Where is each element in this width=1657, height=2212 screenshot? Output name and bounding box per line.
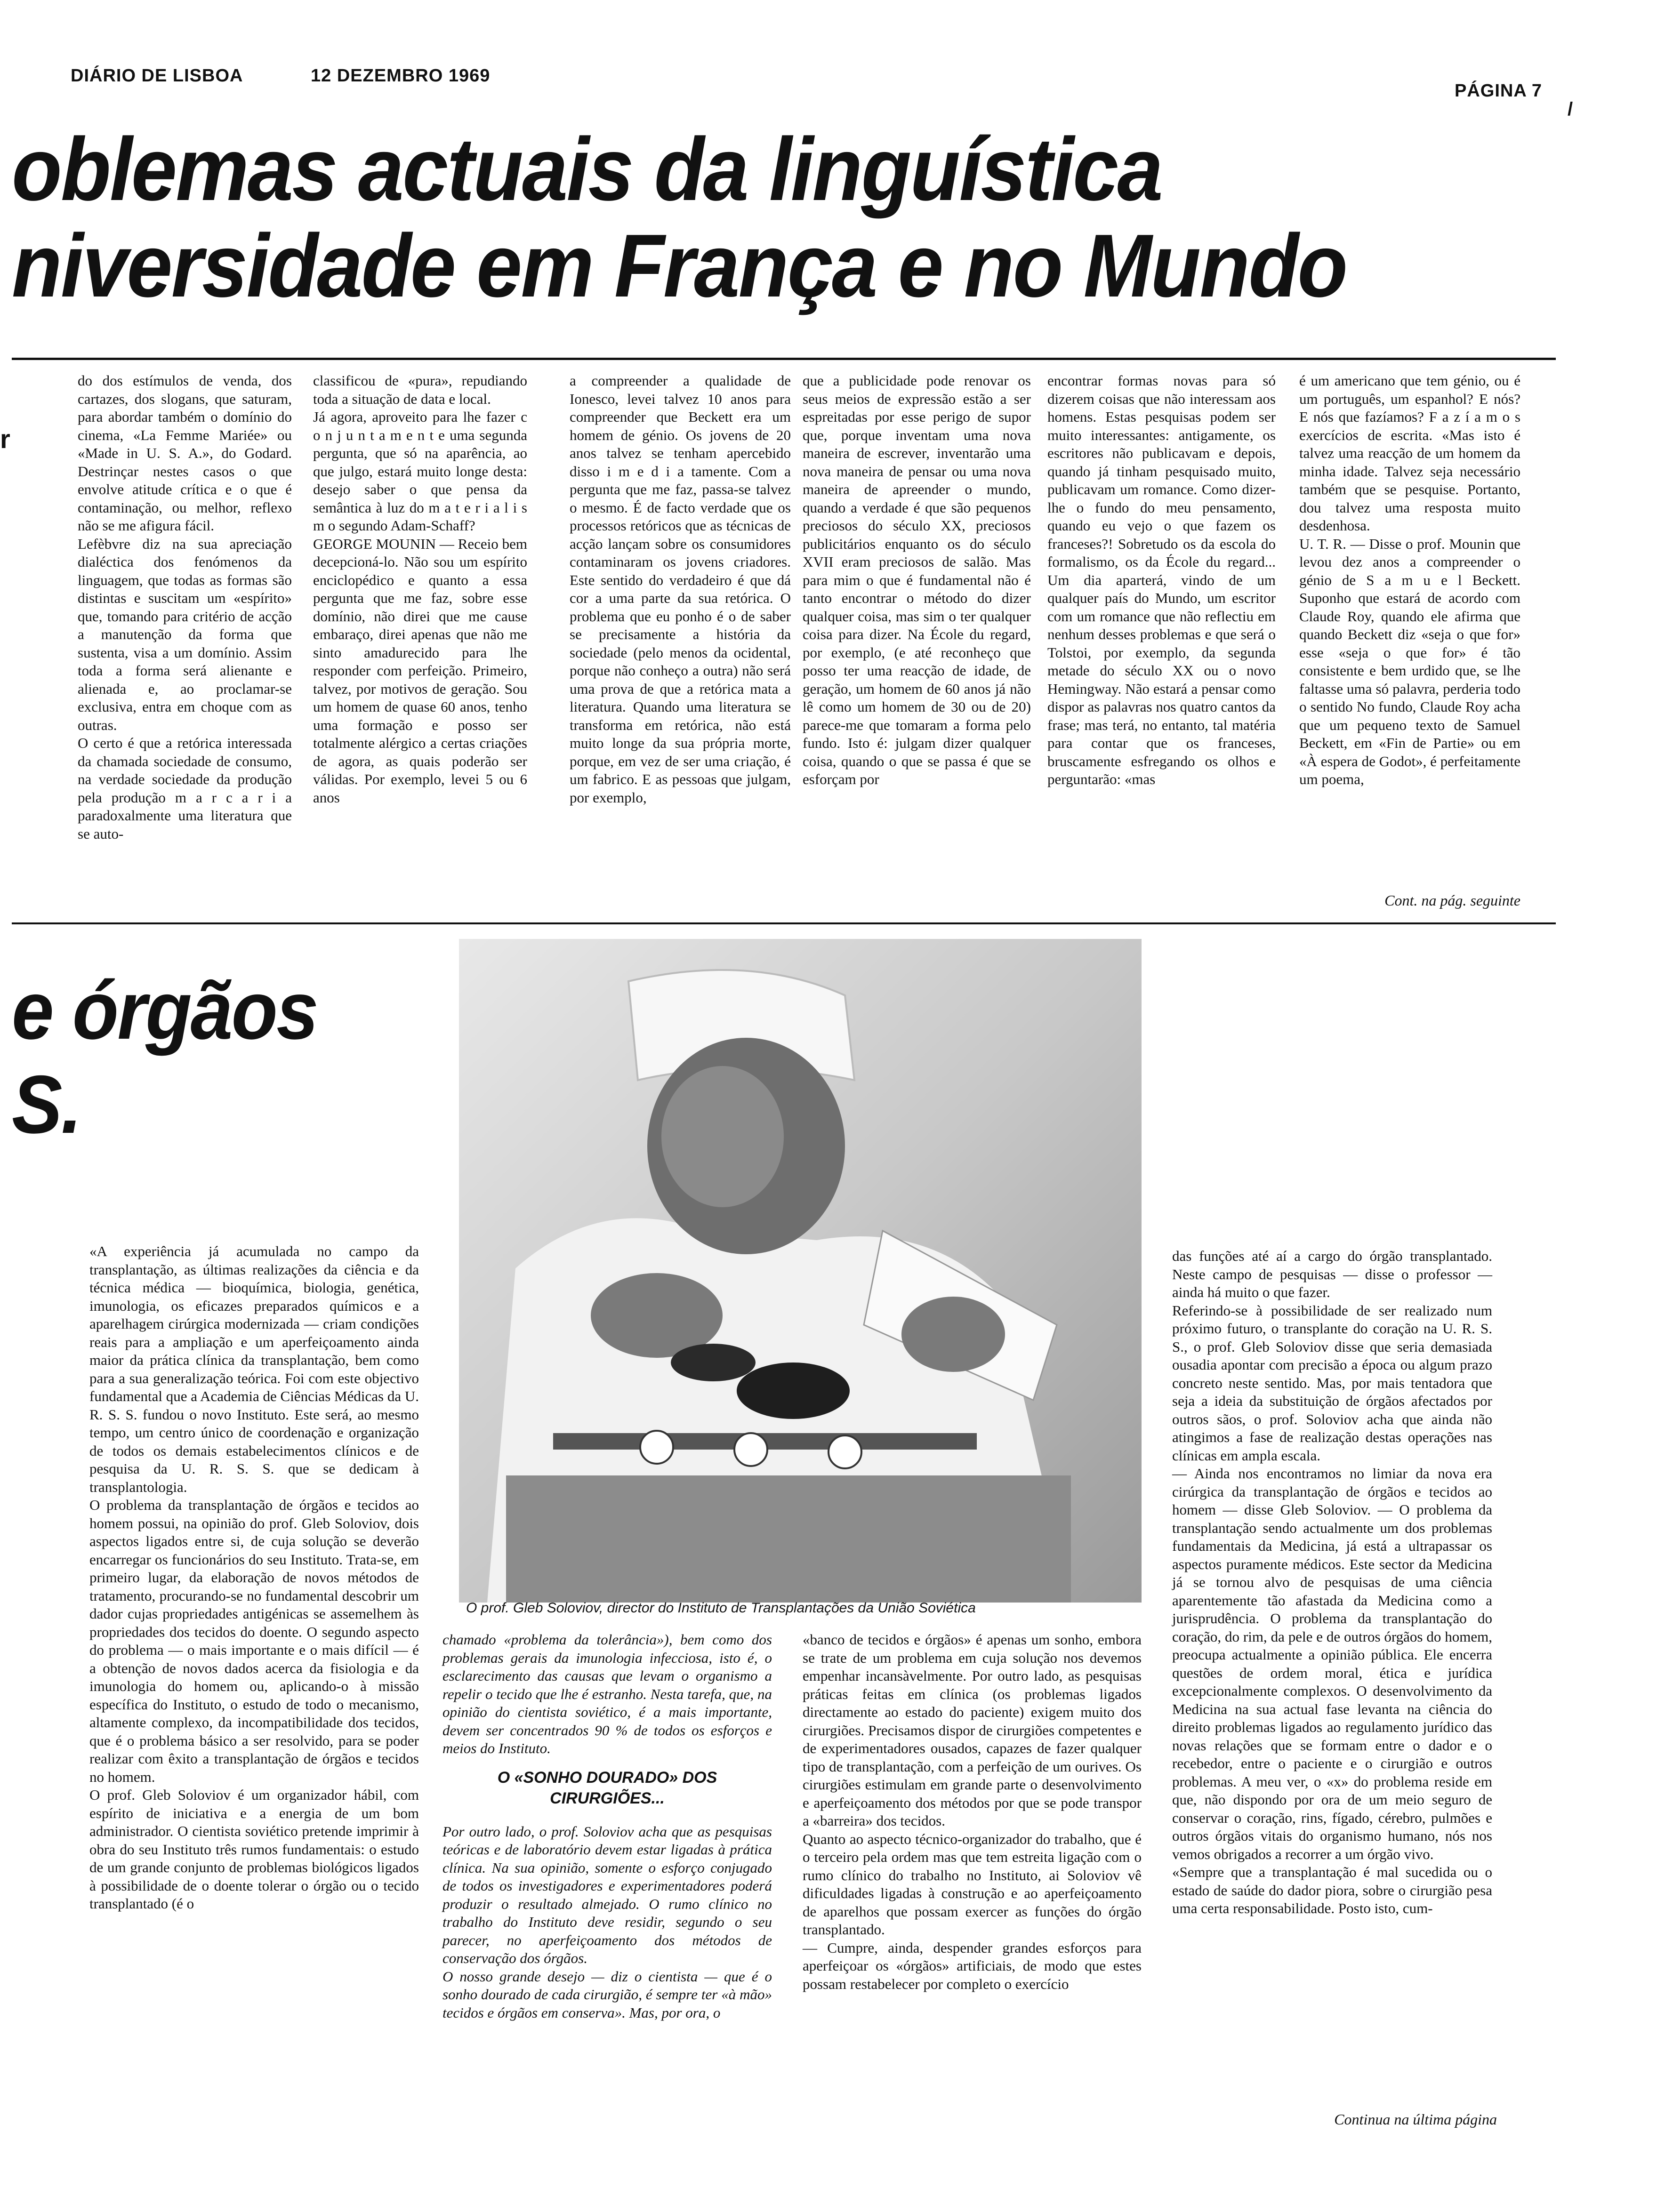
article1-column-5: encontrar formas novas para só dizerem coisas que não interessam aos homens. Estas pesquisas podem ser muito interessantes: antigamente, os escritores não publicavam e depois, quando já tinham pesquisado muito, publicavam um romance. Como dizer-lhe o fundo do meu pensamento, quando eu vejo o que fazem os franceses?! Sobretudo os da escola do formalismo, os da École du regard... Um dia aparterá, vindo de um qualquer país do Mundo, um escritor com um romance que não reflectiu em nenhum desses problemas e que será o Tolstoi, por exemplo, da segunda metade do século XX ou o novo Hemingway. Não estará a pensar como dispor as palavras nos quatro cantos da frase; mas terá, no entanto, tal matéria para contar que os franceses, bruscamente esfregando os olhos e perguntarão: «mas bbox=[1047, 372, 1276, 787]
article1-column-4: que a publicidade pode renovar os seus meios de expressão estão a ser espreitadas por esse perigo de supor que, porque inventam uma nova maneira de escrever, inventarão uma nova maneira de pensar ou uma nova maneira de apreender o mundo, quando a verdade é que são pequenos preciosos do século XX, preciosos publicitários enquanto os do século XVII eram preciosos de salão. Mas para mim o que é fundamental não é tanto encontrar o método do dizer qualquer coisa, mas sim o ter qualquer coisa para dizer. Na École du regard, por exemplo, (e até reconheço que posso ter uma reacção de idade, de geração, um homem de 60 anos já não lê como um homem de 30 ou de 20) parece-me que tomaram a forma pelo fundo. Isto é: julgam dizer qualquer coisa, quando o que se passa é que se esforçam por bbox=[803, 372, 1031, 787]
portrait-photo bbox=[459, 939, 1142, 1603]
photo-caption: O prof. Gleb Soloviov, director do Instituto de Transplantações da União Soviética bbox=[466, 1600, 976, 1616]
article2-column-3: «banco de tecidos e órgãos» é apenas um sonho, embora se trate de um problema em cuja solução nos devemos empenhar incansàvelmente. Por outro lado, as pesquisas práticas feitas em clínica (os problemas ligados directamente ao estado do paciente) exigem muito dos cirurgiões. Precisamos dispor de cirurgiões competentes e de experimentadores ousados, capazes de fazer qualquer tipo de transplantação, com a perfeição de um ourives. Os cirurgiões estimulam em grande parte o desenvolvimento e aperfeiçoamento dos métodos por que se pode transpor a «barreira» dos tecidos. Quanto ao aspecto técnico-organizador do trabalho, que é o terceiro pela ordem mas que tem estreita ligação com o rumo clínico do trabalho no Instituto, ai Soloviov vê dificuldades ligadas à construção e ao aperfeiçoamento de aparelhos que possam exercer as funções do órgão transplantado. — Cumpre, ainda, despender grandes esforços para aperfeiçoar os «órgãos» artificiais, de modo que estes possam restabelecer por completo o exercício bbox=[803, 1631, 1142, 1992]
subheading-sonho-dourado: O «SONHO DOURADO» DOS CIRURGIÕES... bbox=[497, 1768, 717, 1807]
headline-article2-line-2: S. bbox=[12, 1059, 81, 1151]
section-divider bbox=[12, 922, 1556, 924]
article2-column-2-top: chamado «problema da tolerância»), bem como dos problemas gerais da imunologia infecciosa, isto é, o esclarecimento das causas que levam o organismo a repelir o tecido que lhe é estranho. Nesta tarefa, que, na opinião do cientista soviético, é a mais importante, devem ser concentrados 90 % de todos os esforços e meios do Instituto. bbox=[442, 1631, 772, 1756]
headline-line-2: niversidade em França e no Mundo bbox=[12, 216, 1347, 316]
continued-note-1: Cont. na pág. seguinte bbox=[1384, 892, 1520, 909]
headline-article2-line-1: e órgãos bbox=[12, 965, 317, 1057]
article2-column-2 bbox=[442, 1631, 772, 2130]
article2-column-4: das funções até aí a cargo do órgão transplantado. Neste campo de pesquisas — disse o professor — ainda há muito o que fazer. Referindo-se à possibilidade de ser realizado num próximo futuro, o transplante do coração na U. R. S. S., o prof. Gleb Soloviov disse que seria demasiada ousadia apontar com precisão a época ou algum prazo concreto neste sentido. Mas, por mais tentadora que seja a ideia da substituição de órgãos afectados por outros sãos, o prof. Soloviov acha que ainda não atingimos a fase de realização destas operações nas clínicas em ampla escala. — Ainda nos encontramos no limiar da nova era cirúrgica da transplantação de órgãos e tecidos ao homem — disse Gleb Soloviov. — O problema da transplantação sendo actualmente um dos problemas fundamentais da Medicina, já está a ultrapassar os aspectos puramente médicos. Este sector da Medicina já se tornou alvo de pesquisas de uma ciência aparentemente tão afastada da Medicina como a jurisprudência. O problema da transplantação do coração, do rim, da pele e de outros órgãos do homem, preocupa actualmente a opinião pública. Ele encerra questões de ordem moral, ética e jurídica excepcionalmente complexos. O desenvolvimento da Medicina na sua actual fase levanta na ciência do direito problemas ligados ao regulamento jurídico das novas relações que se formam entre o dador e o recebedor, entre o paciente e o cirurgião e outros problemas. A meu ver, o «x» do problema reside em que, não dispondo por ora de um meio seguro de conservar o coração, rins, fígado, cérebro, pulmões e outros órgãos vitais do organismo humano, nós nos vemos obrigados a recorrer a um órgão vivo. «Sempre que a transplantação é mal sucedida ou o estado de saúde do dador piora, sobre o cirurgião pesa uma certa responsabilidade. Posto isto, cum- bbox=[1172, 1248, 1492, 1916]
article1-column-2: classificou de «pura», repudiando toda a situação de data e local. Já agora, aproveito para lhe fazer c o n j u n t a m e n t e uma segunda pergunta, que só na aparência, ao que julgo, estará muito longe desta: desejo saber o que pensa da semântica à luz do m a t e r i a l i s m o segundo Adam-Schaff? GEORGE MOUNIN — Receio bem decepcioná-lo. Não sou um espírito enciclopédico e quanto a essa pergunta que me faz, sobre esse domínio, não direi que me cause embaraço, direi apenas que não me sinto amadurecido para lhe responder com perfeição. Primeiro, talvez, por motivos de geração. Sou um homem de quase 60 anos, tenho uma formação e posso ser totalmente alérgico a certas criações de agora, as quais poderão ser válidas. Por exemplo, levei 5 ou 6 anos bbox=[313, 372, 527, 806]
headline-line-1: oblemas actuais da linguística bbox=[12, 120, 1162, 219]
right-margin-mark: / bbox=[1568, 99, 1573, 120]
article1-column-1: do dos estímulos de venda, dos cartazes, dos slogans, que saturam, para abordar também o domínio do cinema, «La Femme Mariée» ou «Made in U. S. A.», do Godard. Destrinçar nestes casos o que envolve atitude crítica e o que é contaminação, ou melhor, reflexo não se me afigura fácil. Lefèbvre diz na sua apreciação dialéctica dos fenómenos da linguagem, que todas as formas são distintas e suscitam um «espírito» que, tomando para critério de acção a manutenção da forma que sustenta, visa a um domínio. Assim toda a forma será alienante e alienada e, ao proclamar-se exclusiva, entra em choque com as outras. O certo é que a retórica interessada da chamada sociedade de consumo, na verdade sociedade da produção pela produção m a r c a r i a paradoxalmente uma literatura que se auto- bbox=[78, 372, 292, 842]
article2-column-2-bottom: Por outro lado, o prof. Soloviov acha que as pesquisas teóricas e de laboratório devem estar ligadas à prática clínica. Na sua opinião, somente o esforço conjugado de todos os investigadores e experimentadores poderá produzir o resultado almejado. O rumo clínico no trabalho do Instituto deve residir, segundo o seu parecer, no aperfeiçoamento dos métodos de conservação dos órgãos. O nosso grande desejo — diz o cientista — que é o sonho dourado de cada cirurgião, é sempre ter «à mão» tecidos e órgãos em conserva». Mas, por ora, o bbox=[442, 1823, 772, 2021]
page-number: PÁGINA 7 bbox=[1455, 81, 1543, 101]
article2-column-1: «A experiência já acumulada no campo da transplantação, as últimas realizações da ciência e da técnica médica — bioquímica, biologia, genética, imunologia, os eficazes preparados químicos e a aparelhagem cirúrgica modernizada — criam condições reais para a ampliação e um aperfeiçoamento ainda maior da prática clínica da transplantação, bem como para a sua generalização teórica. Foi com este objectivo fundamental que a Academia de Ciências Médicas da U. R. S. S. fundou o novo Instituto. Este será, ao mesmo tempo, um centro único de coordenação e organização de todos os demais estabelecimentos clínicos e de pesquisa da U. R. S. S. que se dedicam à transplantologia. O problema da transplantação de órgãos e tecidos ao homem possui, na opinião do prof. Gleb Soloviov, dois aspectos ligados entre si, de cuja solução se deverão encarregar os funcionários do seu Instituto. Trata-se, em primeiro lugar, da elaboração de novos métodos de tratamento, procurando-se no fundamental descobrir um dador cujas propriedades antigénicas se assemelhem às propriedades dos tecidos do doente. O segundo aspecto do problema — o mais importante e o mais difícil — é a obtenção de novos dados acerca da fisiologia e da imunologia do homem ou, aplicando-o à missão específica do Instituto, o estudo de todo o mecanismo, altamente complexo, da incompatibilidade dos tecidos, que é o problema básico a ser resolvido, para se poder realizar com êxito a transplantação de órgãos e tecidos no homem. O prof. Gleb Soloviov é um organizador hábil, com espírito de iniciativa e a energia de um bom administrador. O cientista soviético pretende imprimir à obra do seu Instituto três rumos fundamentais: o estudo de um grande conjunto de problemas biológicos ligados à possibilidade de o doente tolerar o órgão ou o tecido transplantado (é o bbox=[89, 1243, 419, 1912]
left-margin-mark: r bbox=[0, 424, 10, 454]
issue-date: 12 DEZEMBRO 1969 bbox=[311, 66, 491, 86]
continued-note-2: Continua na última página bbox=[1334, 2111, 1497, 2128]
article1-column-3: a compreender a qualidade de Ionesco, levei talvez 10 anos para compreender que Beckett era um homem de génio. Os jovens de 20 anos talvez se tenham apercebido disso i m e d i a tamente. Com a pergunta que me faz, passa-se talvez o mesmo. É de facto verdade que os processos retóricos que as técnicas de acção lançam sobre os consumidores contaminaram os jovens criadores. Este sentido do verdadeiro é que dá cor a uma parte da sua retórica. O problema que eu ponho é o de saber se precisamente a história da sociedade (pelo menos da ocidental, porque não conheço a outra) não será uma prova de que a retórica mata a literatura. Quando uma literatura se transforma em retórica, não está muito longe da sua própria morte, porque, em vez de ser uma criação, é um fabrico. E as pessoas que julgam, por exemplo, bbox=[570, 372, 791, 806]
top-divider bbox=[12, 358, 1556, 360]
surgeon-photo-illustration bbox=[459, 939, 1142, 1603]
article1-column-6: é um americano que tem génio, ou é um português, um espanhol? E nós? E nós que fazíamos? F a z í a m o s exercícios de escrita. «Mas isto é talvez uma reacção de um homem da minha idade. Talvez seja necessário também que se pesquise. Portanto, dou talvez uma resposta muito desdenhosa. U. T. R. — Disse o prof. Mounin que levou dez anos a compreender o génio de S a m u e l Beckett. Suponho que estará de acordo com Claude Roy, quando ele afirma que quando Beckett diz «seja o que for» esse «seja o que for» é tão consistente e bem urdido que, se lhe faltasse uma só palavra, perderia todo o sentido No fundo, Claude Roy acha que um pequeno texto de Samuel Beckett, em «Fin de Partie» ou em «À espera de Godot», é perfeitamente um poema, bbox=[1299, 372, 1520, 787]
newspaper-name: DIÁRIO DE LISBOA bbox=[71, 66, 243, 86]
